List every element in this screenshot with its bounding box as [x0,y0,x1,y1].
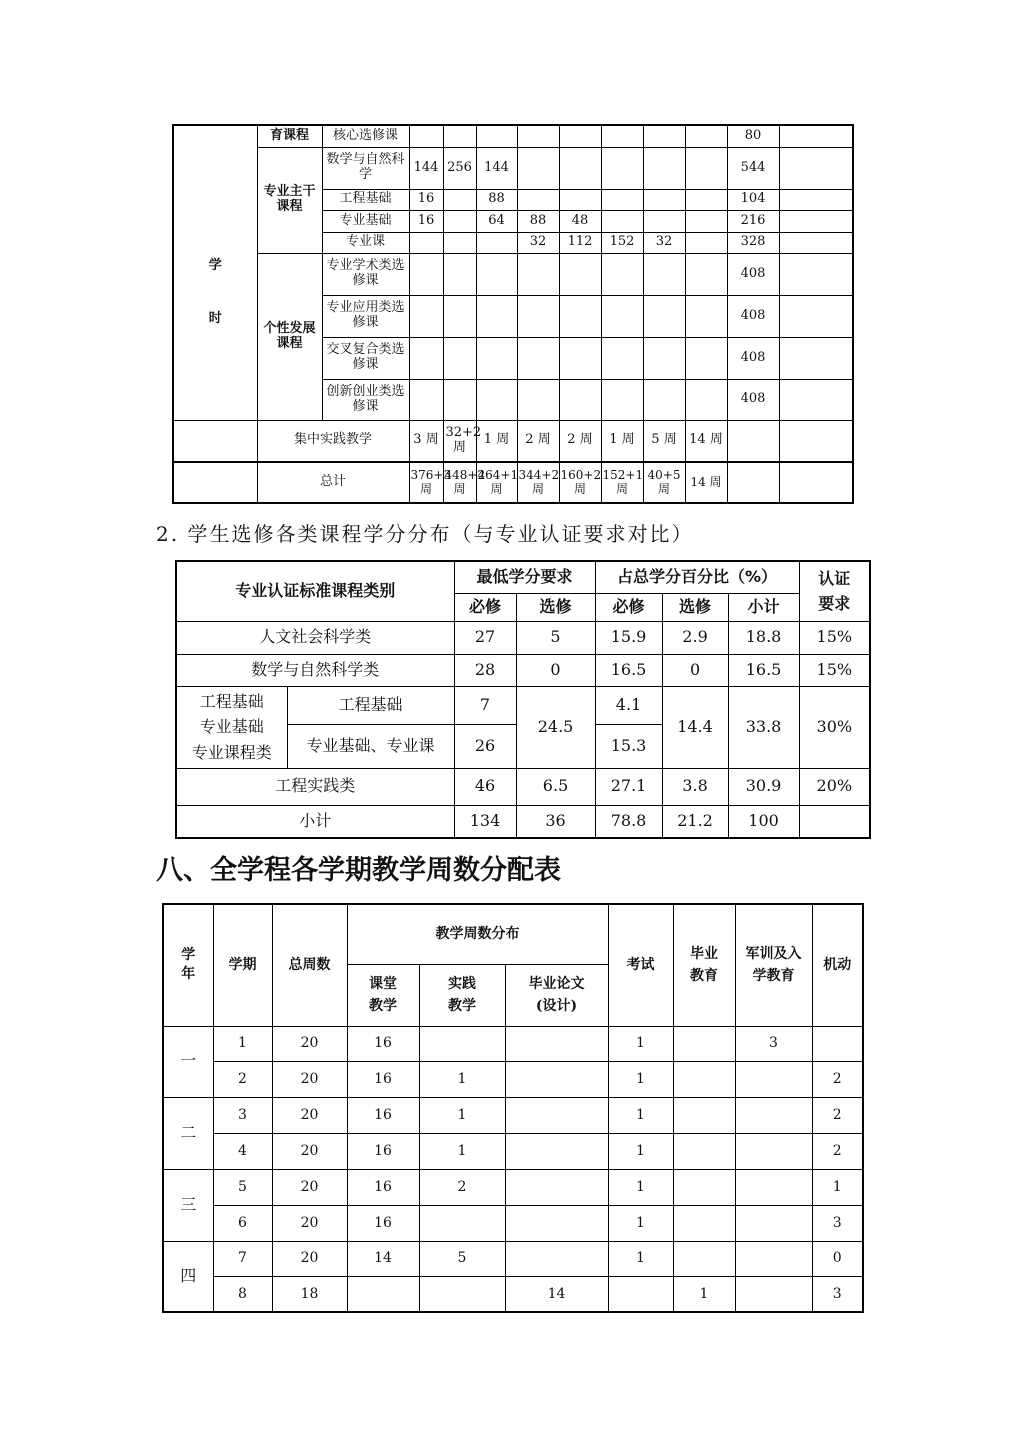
total-cell: 152+1 周 [601,462,643,503]
hours-cell [517,189,559,210]
header-thesis: 毕业论文(设计) [505,964,608,1026]
hours-cell [601,295,643,337]
hours-total: 408 [727,337,779,379]
hours-cell [601,379,643,420]
side-label-1: 学 [208,257,222,273]
hours-cell [409,232,443,253]
cell-term: 2 [213,1061,272,1097]
cell-term: 8 [213,1276,272,1312]
hours-cell [559,253,601,295]
table-row [176,805,870,838]
cell-thesis [505,1205,608,1241]
course-name: 交叉复合类选修课 [322,337,409,379]
cell-thesis [505,1133,608,1169]
blank-cell [779,189,853,210]
total-cell: 40+5 周 [643,462,685,503]
hours-cell: 16 [409,210,443,232]
cell: 14.4 [662,686,728,768]
hours-cell [643,210,685,232]
hours-cell [409,295,443,337]
cell-total: 20 [272,1205,347,1241]
cell-thesis [505,1097,608,1133]
hours-cell [643,379,685,420]
hours-cell [409,379,443,420]
hours-cell [443,253,476,295]
hours-cell [409,253,443,295]
course-name: 专业课 [322,232,409,253]
cell-flex: 0 [812,1241,863,1276]
cell-military [735,1097,812,1133]
course-name: 专业基础 [322,210,409,232]
cell: 78.8 [595,805,662,838]
hours-cell [476,379,517,420]
hours-cell [601,253,643,295]
header-military: 军训及入学教育 [735,904,812,1026]
hours-cell: 112 [559,232,601,253]
hours-cell [685,147,727,189]
cell-term: 7 [213,1241,272,1276]
cell-graduation [673,1026,735,1061]
cell: 7 [454,686,516,724]
course-name: 数学与自然科学 [322,147,409,189]
hours-cell [443,337,476,379]
header-elective: 选修 [516,593,595,621]
cell-total: 20 [272,1061,347,1097]
header-classroom: 课堂教学 [347,964,419,1026]
table-row [176,621,870,654]
cell: 15.3 [595,724,662,768]
table-row [163,1061,863,1097]
hours-cell: 88 [517,210,559,232]
category-name: 数学与自然科学类 [176,654,454,686]
cell: 0 [516,654,595,686]
hours-total: 216 [727,210,779,232]
sub-category-name: 工程基础 [287,686,454,724]
header-term: 学期 [213,904,272,1026]
hours-cell [643,125,685,147]
table-row [173,125,853,147]
hours-total: 80 [727,125,779,147]
group-label: 专业主干课程 [257,147,322,253]
hours-total: 104 [727,189,779,210]
hours-cell [559,125,601,147]
hours-cell [517,125,559,147]
header-min-credits: 最低学分要求 [454,561,595,593]
course-name: 专业学术类选修课 [322,253,409,295]
hours-cell [409,337,443,379]
table-row [163,1097,863,1133]
hours-total: 408 [727,379,779,420]
total-cell: 160+2 周 [559,462,601,503]
hours-cell: 256 [443,147,476,189]
header-total-weeks: 总周数 [272,904,347,1026]
hours-cell [517,379,559,420]
cell-military [735,1241,812,1276]
hours-cell [476,232,517,253]
cell: 24.5 [516,686,595,768]
cell-exam: 1 [608,1241,673,1276]
year-label: 二 [163,1097,213,1169]
cell: 20% [799,768,870,805]
blank-cell [779,232,853,253]
cell-term: 6 [213,1205,272,1241]
practice-cell: 14 周 [685,420,727,462]
cell: 21.2 [662,805,728,838]
cell-total: 20 [272,1026,347,1061]
cell: 3.8 [662,768,728,805]
table-row [163,1241,863,1276]
practice-label: 集中实践教学 [257,420,409,462]
blank-cell [779,210,853,232]
table-row [163,1026,863,1061]
category-name: 小计 [176,805,454,838]
cell-exam [608,1276,673,1312]
hours-cell [685,232,727,253]
hours-cell [443,210,476,232]
hours-cell: 64 [476,210,517,232]
blank-cell [779,253,853,295]
grand-total-label: 总计 [257,462,409,503]
cell-classroom: 16 [347,1061,419,1097]
cell-exam: 1 [608,1061,673,1097]
cell-practice: 1 [419,1097,505,1133]
hours-total: 328 [727,232,779,253]
table-row [163,1133,863,1169]
header-practice: 实践教学 [419,964,505,1026]
cell-flex: 1 [812,1169,863,1205]
hours-cell [443,379,476,420]
hours-cell [476,337,517,379]
header-graduation: 毕业教育 [673,904,735,1026]
blank-cell [173,462,257,503]
group-label: 育课程 [257,125,322,147]
cell: 15% [799,621,870,654]
table-row [173,253,853,295]
practice-cell: 5 周 [643,420,685,462]
cell-classroom: 16 [347,1205,419,1241]
hours-cell [559,295,601,337]
practice-cell: 3 周 [409,420,443,462]
blank-cell [779,337,853,379]
cell-flex: 3 [812,1276,863,1312]
cell: 6.5 [516,768,595,805]
hours-table [172,124,854,504]
cell: 36 [516,805,595,838]
cell: 134 [454,805,516,838]
cell: 30.9 [728,768,799,805]
hours-cell [559,337,601,379]
cell-practice: 1 [419,1061,505,1097]
table-row [173,147,853,189]
hours-cell [443,232,476,253]
cell: 46 [454,768,516,805]
cell-exam: 1 [608,1169,673,1205]
header-elective-pct: 选修 [662,593,728,621]
cell-term: 3 [213,1097,272,1133]
hours-cell: 32 [517,232,559,253]
blank-cell [727,420,779,462]
cell: 30% [799,686,870,768]
cell-flex: 3 [812,1205,863,1241]
blank-cell [779,295,853,337]
practice-cell: 2 周 [517,420,559,462]
hours-cell [601,147,643,189]
hours-cell [601,337,643,379]
cell-military: 3 [735,1026,812,1061]
hours-cell [601,210,643,232]
header-exam: 考试 [608,904,673,1026]
cell-thesis [505,1061,608,1097]
header-percent: 占总学分百分比（%） [595,561,799,593]
hours-cell [643,295,685,337]
cell: 2.9 [662,621,728,654]
cell-graduation [673,1061,735,1097]
year-label: 四 [163,1241,213,1312]
cell-exam: 1 [608,1097,673,1133]
cell: 15% [799,654,870,686]
cell-graduation [673,1133,735,1169]
cell-military [735,1133,812,1169]
cell-graduation [673,1097,735,1133]
cell-thesis [505,1026,608,1061]
hours-total: 408 [727,253,779,295]
table-row [163,1169,863,1205]
cell-total: 20 [272,1133,347,1169]
header-distribution: 教学周数分布 [347,904,608,964]
table-row [176,686,870,724]
hours-cell [685,125,727,147]
cell-classroom: 16 [347,1169,419,1205]
total-cell: 344+2 周 [517,462,559,503]
cell-classroom: 14 [347,1241,419,1276]
hours-cell [643,147,685,189]
hours-cell [517,147,559,189]
cell-military [735,1061,812,1097]
hours-cell: 88 [476,189,517,210]
cell-graduation [673,1205,735,1241]
cell-graduation [673,1241,735,1276]
course-name: 创新创业类选修课 [322,379,409,420]
hours-cell [685,210,727,232]
cell-term: 1 [213,1026,272,1061]
blank-cell [779,125,853,147]
practice-cell: 32+2 周 [443,420,476,462]
cell-graduation [673,1169,735,1205]
cell-flex [812,1026,863,1061]
side-label-2: 时 [208,310,222,326]
practice-cell: 2 周 [559,420,601,462]
cell: 18.8 [728,621,799,654]
hours-cell: 32 [643,232,685,253]
cell-thesis: 14 [505,1276,608,1312]
hours-cell: 144 [409,147,443,189]
hours-cell [476,253,517,295]
total-cell: 448+2 周 [443,462,476,503]
cell-total: 18 [272,1276,347,1312]
cell: 16.5 [728,654,799,686]
cell: 4.1 [595,686,662,724]
hours-cell [409,125,443,147]
hours-cell [443,189,476,210]
hours-cell [476,295,517,337]
blank-cell [779,420,853,462]
hours-cell: 48 [559,210,601,232]
header-category: 专业认证标准课程类别 [176,561,454,621]
cell-exam: 1 [608,1133,673,1169]
hours-cell: 144 [476,147,517,189]
table-row [163,1276,863,1312]
cell-practice [419,1205,505,1241]
cell: 26 [454,724,516,768]
hours-cell [517,337,559,379]
table-row [163,1205,863,1241]
cell-term: 5 [213,1169,272,1205]
hours-cell [643,253,685,295]
section-8-title: 八、全学程各学期教学周数分配表 [156,855,561,886]
cell-exam: 1 [608,1026,673,1061]
section-2-title: 2. 学生选修各类课程学分分布（与专业认证要求对比） [156,522,694,546]
cell-thesis [505,1241,608,1276]
blank-cell [779,379,853,420]
cell: 28 [454,654,516,686]
category-name: 人文社会科学类 [176,621,454,654]
blank-cell [727,462,779,503]
cell-thesis [505,1169,608,1205]
sub-category-name: 专业基础、专业课 [287,724,454,768]
header-year: 学年 [163,904,213,1026]
cell-total: 20 [272,1169,347,1205]
cell-term: 4 [213,1133,272,1169]
cell-classroom: 16 [347,1097,419,1133]
table-row [173,462,853,503]
cell: 5 [516,621,595,654]
year-label: 三 [163,1169,213,1241]
hours-cell [601,189,643,210]
hours-cell [443,125,476,147]
hours-cell [685,379,727,420]
hours-cell [643,189,685,210]
table-row [173,420,853,462]
cell-practice [419,1026,505,1061]
cell-exam: 1 [608,1205,673,1241]
side-label [173,125,257,420]
blank-cell [779,147,853,189]
cell-classroom: 16 [347,1133,419,1169]
hours-cell: 152 [601,232,643,253]
cell-flex: 2 [812,1133,863,1169]
cell-military [735,1169,812,1205]
hours-cell [517,253,559,295]
total-cell: 464+1 周 [476,462,517,503]
total-cell: 14 周 [685,462,727,503]
table-row [176,654,870,686]
weeks-table [162,903,864,1313]
cell-military [735,1205,812,1241]
cell-military [735,1276,812,1312]
cell: 27 [454,621,516,654]
cell-classroom: 16 [347,1026,419,1061]
credit-distribution-table [175,560,871,839]
hours-total: 544 [727,147,779,189]
course-name: 工程基础 [322,189,409,210]
practice-cell: 1 周 [601,420,643,462]
hours-cell [559,147,601,189]
header-flex: 机动 [812,904,863,1026]
cell-flex: 2 [812,1097,863,1133]
blank-cell [173,420,257,462]
hours-total: 408 [727,295,779,337]
hours-cell [559,189,601,210]
header-required-pct: 必修 [595,593,662,621]
cell-graduation: 1 [673,1276,735,1312]
practice-cell: 1 周 [476,420,517,462]
cell-practice: 5 [419,1241,505,1276]
cell-practice: 1 [419,1133,505,1169]
hours-cell [443,295,476,337]
header-required: 必修 [454,593,516,621]
total-cell: 376+3 周 [409,462,443,503]
cell-total: 20 [272,1097,347,1133]
cell: 16.5 [595,654,662,686]
course-name: 核心选修课 [322,125,409,147]
cell: 0 [662,654,728,686]
cell: 15.9 [595,621,662,654]
cell [799,805,870,838]
year-label: 一 [163,1026,213,1097]
hours-cell [685,337,727,379]
cell-practice: 2 [419,1169,505,1205]
course-name: 专业应用类选修课 [322,295,409,337]
table-row [176,768,870,805]
cell-practice [419,1276,505,1312]
hours-cell [685,253,727,295]
category-name: 工程实践类 [176,768,454,805]
group-label: 个性发展课程 [257,253,322,420]
hours-cell [476,125,517,147]
cell-total: 20 [272,1241,347,1276]
hours-cell [517,295,559,337]
cell: 100 [728,805,799,838]
hours-cell [685,189,727,210]
header-cert: 认证要求 [799,561,870,621]
hours-cell: 16 [409,189,443,210]
merged-category-name: 工程基础 专业基础 专业课程类 [176,686,287,768]
hours-cell [685,295,727,337]
hours-cell [559,379,601,420]
cell: 33.8 [728,686,799,768]
cell: 27.1 [595,768,662,805]
cell-flex: 2 [812,1061,863,1097]
hours-cell [601,125,643,147]
cell-classroom [347,1276,419,1312]
hours-cell [643,337,685,379]
header-subtotal: 小计 [728,593,799,621]
blank-cell [779,462,853,503]
